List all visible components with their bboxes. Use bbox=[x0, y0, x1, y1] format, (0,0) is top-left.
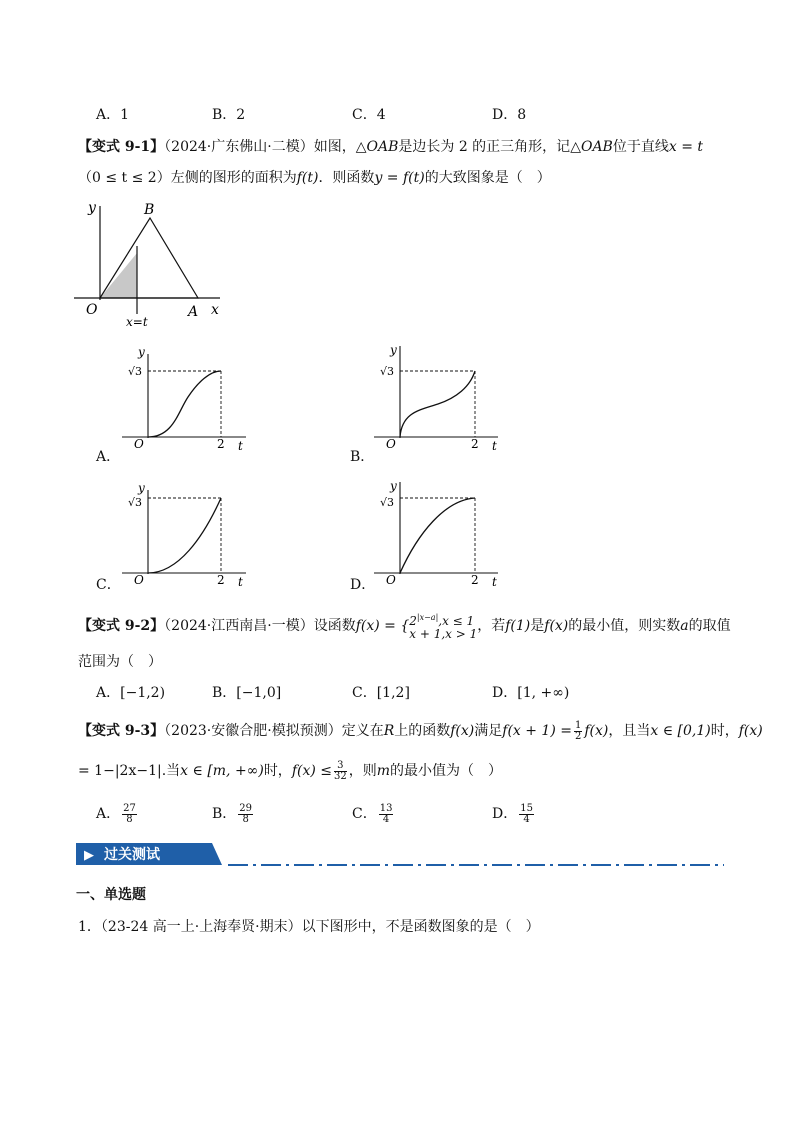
shaded-region bbox=[100, 253, 137, 298]
svg-text:y: y bbox=[138, 345, 145, 359]
q1-line: 1．（23-24 高一上·上海奉贤·期末）以下图形中，不是函数图象的是（ ） bbox=[78, 919, 540, 935]
label-o: O bbox=[86, 302, 98, 318]
q92-option-b[interactable]: B．[−1,0] bbox=[212, 685, 282, 701]
q92-line1: 【变式 9-2】（2024·江西南昌·一模）设函数f(x) = { $2^{|x-a|},x \le 1$ x + 1,x > 1 ，若f(1)是f(x)的最小值，则实数a的取值 bbox=[78, 613, 731, 641]
q93-option-d[interactable]: D． $\frac{15}{4}$ bbox=[492, 802, 533, 825]
svg-text:O: O bbox=[134, 573, 144, 587]
graph-d bbox=[370, 478, 510, 588]
q93-option-b[interactable]: B． $\frac{29}{8}$ bbox=[212, 802, 253, 825]
top-option-a: A．1 bbox=[96, 107, 130, 123]
top-option-c: C．4 bbox=[352, 107, 386, 123]
svg-text:O: O bbox=[134, 437, 144, 451]
graph-c bbox=[118, 478, 258, 588]
q92-option-c[interactable]: C．[1,2] bbox=[352, 685, 410, 701]
option-b[interactable]: B． bbox=[350, 449, 375, 465]
svg-text:√3: √3 bbox=[128, 496, 143, 509]
q93-option-c[interactable]: C． $\frac{13}{4}$ bbox=[352, 802, 393, 825]
svg-text:t: t bbox=[238, 575, 243, 588]
q91-line1: 【变式 9-1】（2024·广东佛山·二模）如图，△OAB是边长为 2 的正三角形，记△OAB位于直线x = t bbox=[78, 139, 704, 155]
svg-text:y: y bbox=[138, 481, 145, 495]
svg-text:O: O bbox=[386, 573, 396, 587]
q92-option-d[interactable]: D．[1, +∞) bbox=[492, 685, 570, 701]
q93-line2: = 1−|2x−1|.当x ∈ [m, +∞)时，f(x) ≤ $\frac{3}{32}$ ，则m的最小值为（ ） bbox=[78, 759, 503, 782]
svg-text:2: 2 bbox=[217, 573, 225, 587]
triangle-figure bbox=[70, 198, 230, 328]
label-x: x bbox=[211, 302, 219, 318]
q91-line2: （0 ≤ t ≤ 2）左侧的图形的面积为f(t)．则函数y = f(t)的大致图象是（ ） bbox=[78, 170, 551, 186]
svg-text:t: t bbox=[492, 439, 497, 452]
top-option-b: B．2 bbox=[212, 107, 246, 123]
banner-label: 过关测试 bbox=[104, 847, 160, 863]
svg-text:√3: √3 bbox=[380, 496, 395, 509]
curve-b bbox=[400, 371, 475, 437]
section-title: 一、单选题 bbox=[76, 887, 146, 903]
banner-dashed-line bbox=[228, 862, 724, 868]
section-banner bbox=[76, 843, 222, 865]
label-b: B bbox=[144, 202, 155, 218]
banner-icon: ▶ bbox=[84, 848, 94, 863]
svg-text:y: y bbox=[390, 343, 397, 357]
q92-option-a[interactable]: A．[−1,2) bbox=[96, 685, 166, 701]
label-a: A bbox=[188, 304, 199, 320]
option-d[interactable]: D． bbox=[350, 577, 376, 593]
svg-text:t: t bbox=[492, 575, 497, 588]
top-option-d: D．8 bbox=[492, 107, 527, 123]
q93-option-a[interactable]: A． $\frac{27}{8}$ bbox=[96, 802, 136, 825]
svg-text:2: 2 bbox=[471, 573, 479, 587]
graph-a bbox=[118, 342, 258, 452]
q93-line1: 【变式 9-3】（2023·安徽合肥·模拟预测）定义在R上的函数f(x)满足f(x + 1) = $\frac{1}{2}$ f(x)，且当x ∈ [0,1)时，f(x) bbox=[78, 719, 763, 742]
svg-text:√3: √3 bbox=[380, 365, 395, 378]
svg-text:2: 2 bbox=[471, 437, 479, 451]
svg-text:2: 2 bbox=[217, 437, 225, 451]
curve-c bbox=[148, 498, 221, 573]
curve-a bbox=[148, 371, 221, 437]
label-xt: x=t bbox=[126, 315, 148, 328]
option-c[interactable]: C． bbox=[96, 577, 121, 593]
svg-text:O: O bbox=[386, 437, 396, 451]
svg-text:t: t bbox=[238, 439, 243, 452]
graph-b bbox=[370, 342, 510, 452]
label-y: y bbox=[88, 200, 96, 216]
svg-text:√3: √3 bbox=[128, 365, 143, 378]
curve-d bbox=[400, 498, 475, 573]
q92-line2: 范围为（ ） bbox=[78, 654, 162, 670]
svg-text:y: y bbox=[390, 479, 397, 493]
option-a[interactable]: A． bbox=[96, 449, 121, 465]
